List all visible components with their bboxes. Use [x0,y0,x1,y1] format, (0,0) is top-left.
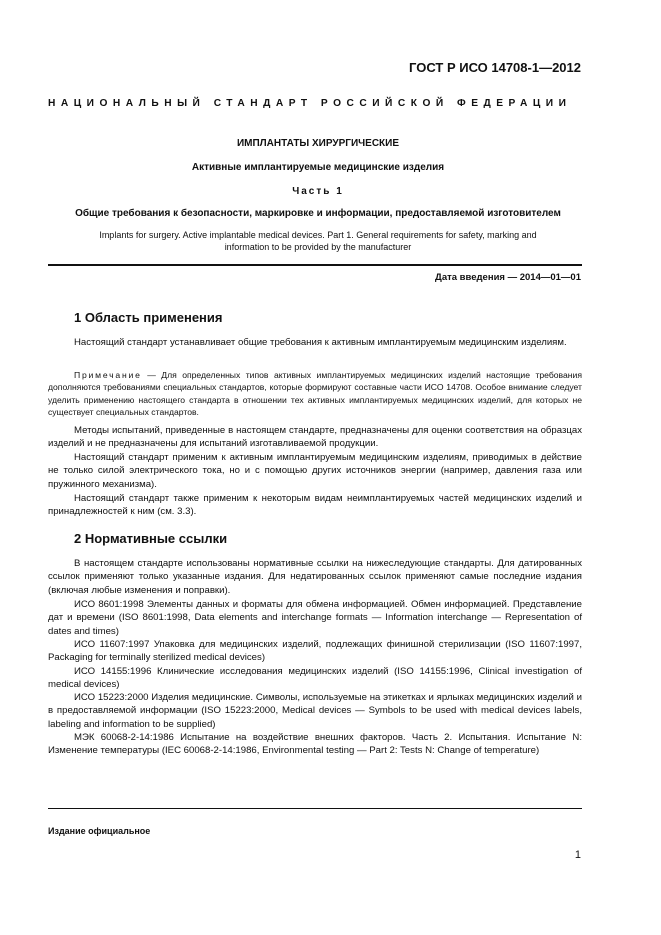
section-1-paragraph-1: Настоящий стандарт устанавливает общие требования к активным имплантируемым медицинским изделиям. [74,337,567,348]
title-subtitle: Активные имплантируемые медицинские изделия [191,162,445,173]
reference-iso-15223: ИСО 15223:2000 Изделия медицинские. Символы, используемые на этикетках и ярлыках медицинских изделий и в предоставляемой информации (ISO 15223:2000, Medical devices — Symbols to be used with medical devices labels, labeling and information to be supplied) [48,692,582,730]
english-title-line-2: information to be provided by the manufacturer [224,242,412,252]
section-2-paragraph-1: В настоящем стандарте использованы нормативные ссылки на нижеследующие стандарты. Для датированных ссылок применяют только указанные издания. Для недатированных ссылок применяют самые последние издания (включая любые изменения и поправки). [48,558,582,596]
section-1-paragraph-2: Методы испытаний, приведенные в настоящем стандарте, предназначены для оценки соответствия на образцах изделий и не предназначены для испытаний изготавливаемой продукции. [48,425,582,450]
english-title [48,229,588,253]
section-1-heading: 1 Область применения [74,310,223,325]
part-label: Часть 1 [292,186,344,197]
note-text: — Для определенных типов активных имплантируемых медицинских изделий настоящие требования дополняются требованиями специальных стандартов, которые формируют составные части ИСО 14708. Особое внимание следует уделить применению настоящего стандарта в отношении тех активных имплантируемых медицинских изделий, для которых не существует специальных стандартов. [48,370,582,417]
section-1-note [48,369,582,418]
section-1-paragraph-4: Настоящий стандарт также применим к некоторым видам неимплантируемых частей медицинских изделий и принадлежностей к ним (см. 3.3). [48,493,582,518]
section-1-paragraph-3: Настоящий стандарт применим к активным имплантируемым медицинским изделиям, приводимых в действие не только силой электрического тока, но и с помощью других источников энергии (например, давления газа или пружинного механизма). [48,452,582,490]
reference-iso-14155: ИСО 14155:1996 Клинические исследования медицинских изделий (ISO 14155:1996, Clinical investigation of medical devices) [48,666,582,691]
section-2-heading: 2 Нормативные ссылки [74,531,228,546]
footer-divider [48,808,582,809]
english-title-line-1: Implants for surgery. Active implantable medical devices. Part 1. General requirements for safety, marking and [99,230,537,240]
reference-iso-8601: ИСО 8601:1998 Элементы данных и форматы для обмена информацией. Обмен информацией. Представление дат и времени (ISO 8601:1998, Data elements and interchange formats — Information interchange — Representation of dates and times) [48,599,582,637]
title-main: ИМПЛАНТАТЫ ХИРУРГИЧЕСКИЕ [236,138,400,149]
standard-banner: НАЦИОНАЛЬНЫЙ СТАНДАРТ РОССИЙСКОЙ ФЕДЕРАЦИИ [48,98,572,109]
document-code: ГОСТ Р ИСО 14708-1—2012 [409,60,581,75]
page-number: 1 [574,849,581,861]
introduction-date: Дата введения — 2014—01—01 [435,272,581,283]
part-title: Общие требования к безопасности, маркировке и информации, предоставляемой изготовителем [75,208,561,219]
note-label: Примечание [74,370,142,380]
reference-iso-11607: ИСО 11607:1997 Упаковка для медицинских изделий, подлежащих финишной стерилизации (ISO 11607:1997, Packaging for terminally sterilized medical devices) [48,639,582,664]
edition-label: Издание официальное [48,826,151,836]
reference-iec-60068: МЭК 60068-2-14:1986 Испытание на воздействие внешних факторов. Часть 2. Испытания. Испытание N: Изменение температуры (IEC 60068-2-14:1986, Environmental testing — Part 2: Tests N: Change of temperature) [48,732,582,757]
header-divider [48,264,582,266]
